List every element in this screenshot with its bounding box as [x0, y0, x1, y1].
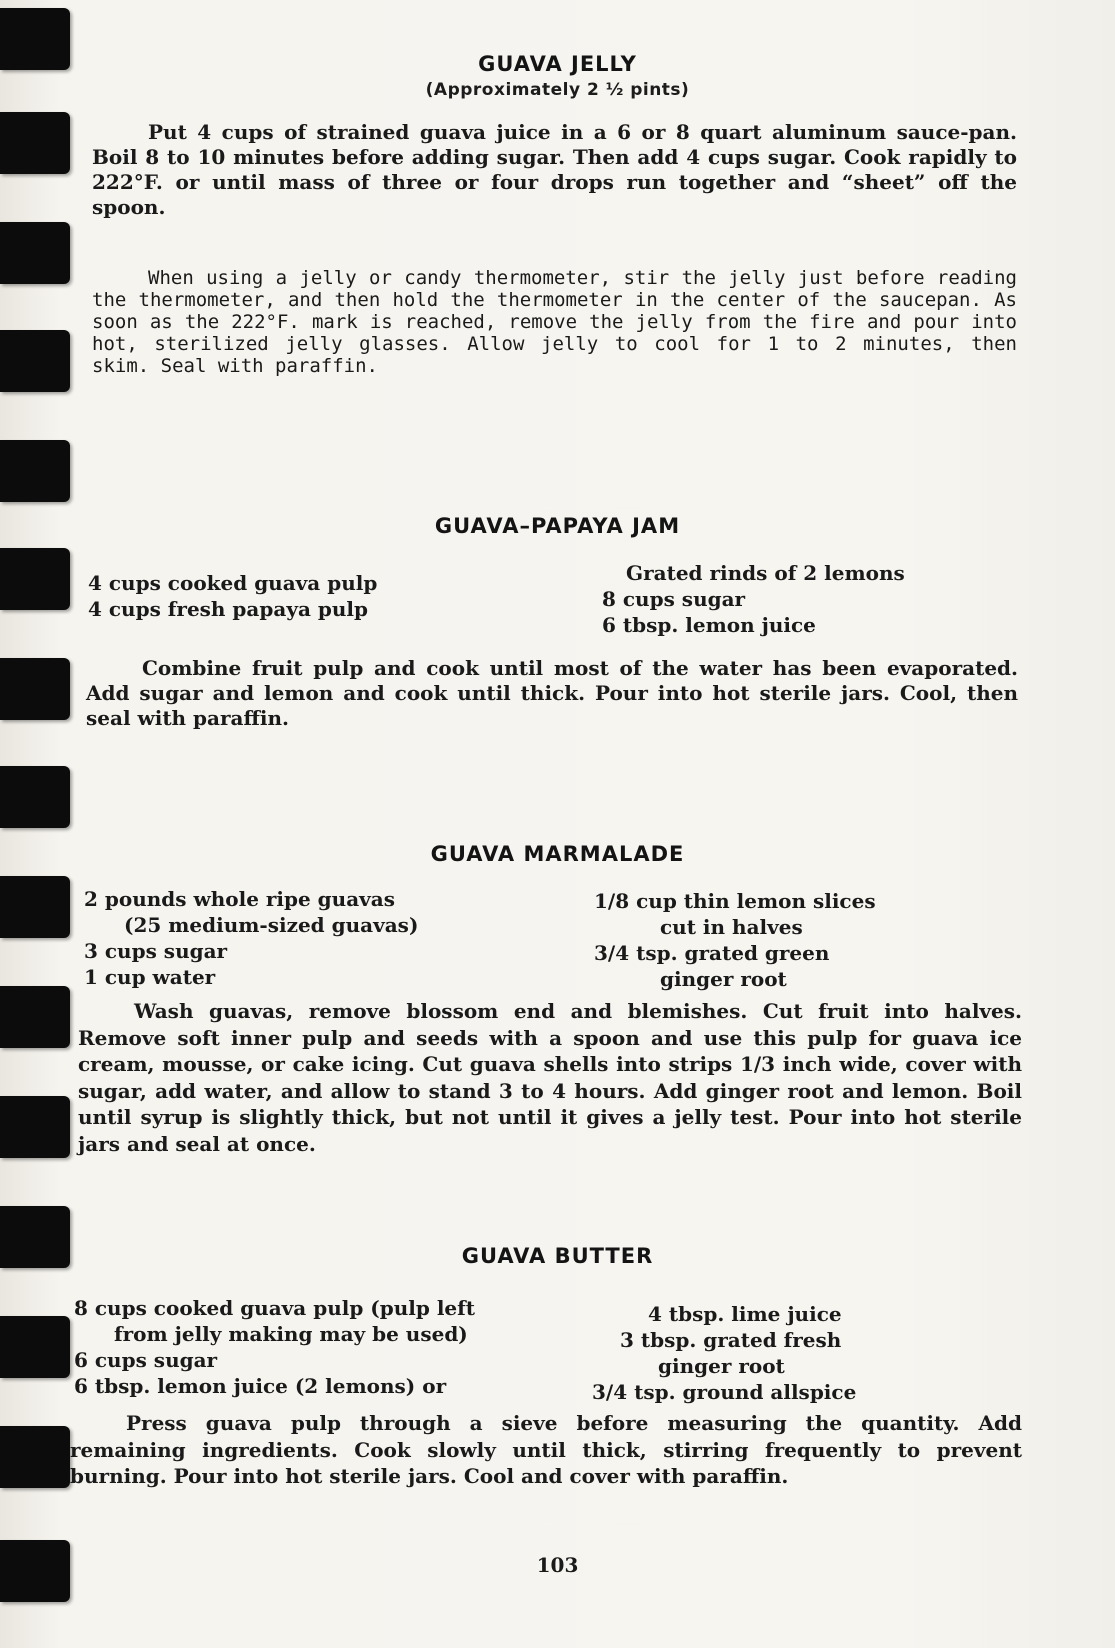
ingredient-line: 3/4 tsp. grated green — [594, 941, 830, 965]
ingredient-line: 6 cups sugar — [74, 1348, 218, 1372]
butter-ingredients-right — [592, 1301, 856, 1405]
ingredient-line: 3/4 tsp. ground allspice — [592, 1380, 857, 1404]
ingredient-line: ginger root — [660, 967, 787, 991]
marmalade-instructions: Wash guavas, remove blossom end and blemishes. Cut fruit into halves. Remove soft inner pulp and seeds with a spoon and use this pulp for guava ice cream, mousse, or cake icing. Cut guava shells into strips 1/3 inch wide, cover with sugar, add water, and allow to stand 3 to 4 hours. Add ginger root and lemon. Boil until syrup is slightly thick, but not until it gives a jelly test. Pour into hot sterile jars and seal at once. — [78, 999, 1022, 1156]
butter-instructions: Press guava pulp through a sieve before measuring the quantity. Add remaining ingredients. Cook slowly until thick, stirring frequently to prevent burning. Pour into hot sterile jars. Cool and cover with paraffin. — [70, 1411, 1022, 1488]
ingredient-line: from jelly making may be used) — [114, 1322, 468, 1346]
recipe-title-butter: GUAVA BUTTER — [461, 1244, 654, 1268]
recipe-title-marmalade: GUAVA MARMALADE — [430, 842, 685, 866]
recipe-title-jam: GUAVA–PAPAYA JAM — [434, 514, 681, 538]
recipe-yield-jelly: (Approximately 2 ½ pints) — [425, 80, 690, 100]
ingredient-line: 4 cups cooked guava pulp — [88, 571, 378, 595]
ingredient-line: (25 medium-sized guavas) — [124, 913, 419, 937]
jam-ingredients-right — [602, 560, 905, 638]
jam-ingredients-left — [88, 570, 377, 622]
ingredient-line: ginger root — [658, 1354, 785, 1378]
ingredient-line: 8 cups sugar — [602, 587, 746, 611]
marmalade-ingredients-left — [84, 886, 418, 990]
butter-ingredients-left — [74, 1295, 475, 1399]
ingredient-line: 3 cups sugar — [84, 939, 228, 963]
jelly-instructions: Put 4 cups of strained guava juice in a 6 or 8 quart aluminum sauce-pan. Boil 8 to 10 minutes before adding sugar. Then add 4 cups sugar. Cook rapidly to 222°F. or until mass of three or four drops run together and “sheet” off the spoon. — [92, 120, 1017, 219]
ingredient-line: Grated rinds of 2 lemons — [626, 561, 905, 585]
ingredient-line: 1 cup water — [84, 965, 216, 989]
ingredient-line: cut in halves — [660, 915, 803, 939]
ingredient-line: 2 pounds whole ripe guavas — [84, 887, 396, 911]
recipe-title-jelly: GUAVA JELLY — [478, 52, 637, 76]
marmalade-ingredients-right — [594, 888, 876, 992]
ingredient-line: 6 tbsp. lemon juice — [602, 613, 816, 637]
jelly-thermometer-note: When using a jelly or candy thermometer, stir the jelly just before reading the thermometer, and then hold the thermometer in the center of the saucepan. As soon as the 222°F. mark is reached, remove the jelly from the fire and pour into hot, sterilized jelly glasses. Allow jelly to cool for 1 to 2 minutes, then skim. Seal with paraffin. — [92, 267, 1017, 377]
ingredient-line: 3 tbsp. grated fresh — [620, 1328, 842, 1352]
ingredient-line: 8 cups cooked guava pulp (pulp left — [74, 1296, 475, 1320]
page-number: 103 — [536, 1553, 579, 1577]
ingredient-line: 4 cups fresh papaya pulp — [88, 597, 368, 621]
ingredient-line: 1/8 cup thin lemon slices — [594, 889, 876, 913]
ingredient-line: 4 tbsp. lime juice — [648, 1302, 842, 1326]
ingredient-line: 6 tbsp. lemon juice (2 lemons) or — [74, 1374, 447, 1398]
jam-instructions: Combine fruit pulp and cook until most of the water has been evaporated. Add sugar and lemon and cook until thick. Pour into hot sterile jars. Cool, then seal with paraffin. — [86, 656, 1018, 730]
